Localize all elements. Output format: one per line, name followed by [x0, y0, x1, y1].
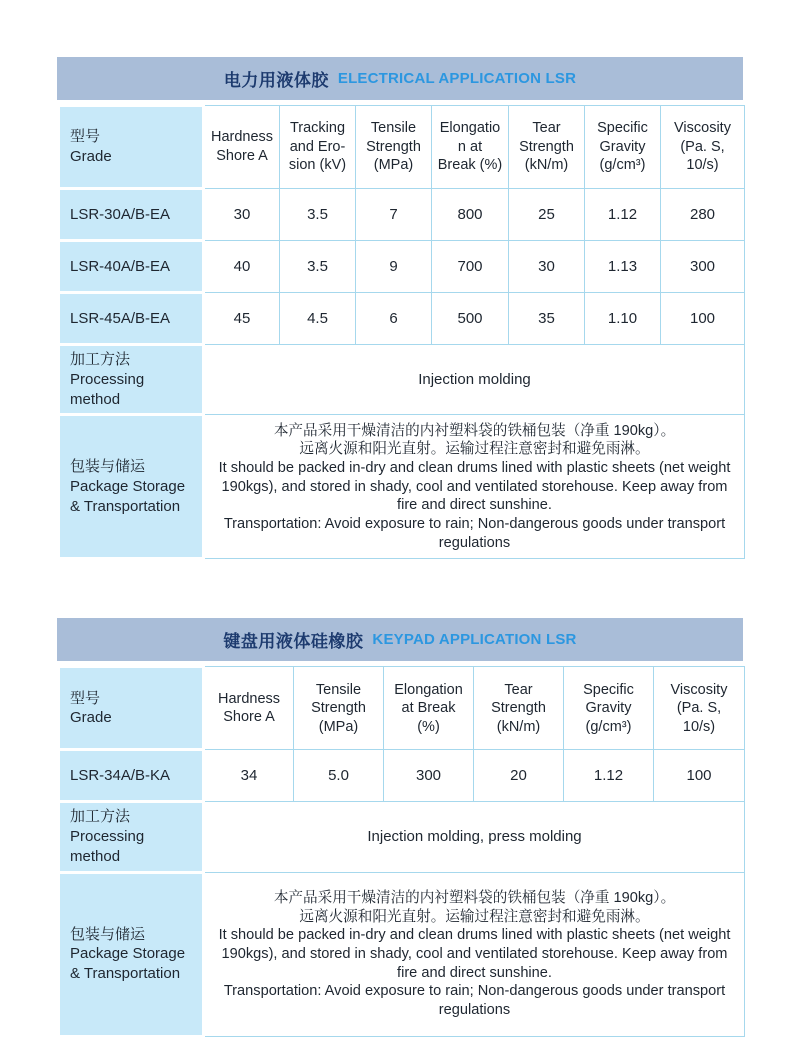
- column-header-viscosity: Viscosity (Pa. S, 10/s): [654, 667, 745, 750]
- value-cell: 30: [509, 241, 585, 293]
- processing-label-en: Processing method: [70, 370, 145, 408]
- column-header-elongation: Elongation at Break (%): [384, 667, 474, 750]
- value-cell: 4.5: [280, 293, 356, 345]
- grade-header-cell: [59, 106, 204, 189]
- grade-header-cn: 型号: [70, 128, 101, 146]
- processing-method-row: [59, 802, 745, 872]
- grade-header-cell: [59, 667, 204, 750]
- value-cell: 9: [356, 241, 432, 293]
- value-cell: 1.10: [585, 293, 661, 345]
- value-cell: 800: [432, 189, 509, 241]
- package-storage-row: [59, 415, 745, 559]
- value-cell: 35: [509, 293, 585, 345]
- electrical-spec-table: [57, 104, 745, 560]
- package-text: 本产品采用干燥清洁的内衬塑料袋的铁桶包装（净重 190kg）。 远离火源和阳光直射。运输过程注意密封和避免雨淋。 It should be packed in-dry and clean drums lined with plastic sheets (net weight 190kgs), and stored in shady, cool and ventilated storehouse. Keep away from fire and direct sunshine. Transportation: Avoid exposure to rain; Non-dangerous goods under transport regulations: [204, 872, 745, 1036]
- column-header-tear: Tear Strength (kN/m): [509, 106, 585, 189]
- column-header-tracking: Tracking and Ero-sion (kV): [280, 106, 356, 189]
- keypad-table-title-bar: [57, 618, 743, 661]
- column-header-gravity: Specific Gravity (g/cm³): [585, 106, 661, 189]
- table-title-chinese: 电力用液体胶: [223, 71, 329, 90]
- value-cell: 5.0: [294, 750, 384, 802]
- package-storage-row: [59, 872, 745, 1036]
- package-text: 本产品采用干燥清洁的内衬塑料袋的铁桶包装（净重 190kg）。 远离火源和阳光直射。运输过程注意密封和避免雨淋。 It should be packed in-dry and clean drums lined with plastic sheets (net weight 190kgs), and stored in shady, cool and ventilated storehouse. Keep away from fire and direct sunshine. Transportation: Avoid exposure to rain; Non-dangerous goods under transport regulations: [204, 415, 745, 559]
- package-label-cell: [59, 872, 204, 1036]
- value-cell: 100: [661, 293, 745, 345]
- table-row: [59, 189, 745, 241]
- column-header-elongation: Elongation at Break (%): [432, 106, 509, 189]
- value-cell: 280: [661, 189, 745, 241]
- value-cell: 3.5: [280, 241, 356, 293]
- value-cell: 1.12: [585, 189, 661, 241]
- package-label-cn: 包装与储运: [70, 458, 146, 476]
- keypad-spec-table: [57, 665, 745, 1037]
- column-header-tensile: Tensile Strength (MPa): [356, 106, 432, 189]
- value-cell: 300: [661, 241, 745, 293]
- value-cell: 34: [204, 750, 294, 802]
- grade-cell: LSR-40A/B-EA: [59, 241, 204, 293]
- table-row: [59, 750, 745, 802]
- grade-cell: LSR-34A/B-KA: [59, 750, 204, 802]
- package-label-cell: [59, 415, 204, 559]
- processing-label-cn: 加工方法: [70, 351, 131, 368]
- keypad-lsr-section: [57, 618, 743, 1037]
- value-cell: 7: [356, 189, 432, 241]
- header-row: [59, 667, 745, 750]
- column-header-hardness: Hardness Shore A: [204, 106, 280, 189]
- package-label-en: Package Storage & Transportation: [70, 477, 186, 515]
- value-cell: 6: [356, 293, 432, 345]
- package-label-cn: 包装与储运: [70, 925, 146, 943]
- value-cell: 700: [432, 241, 509, 293]
- processing-value: Injection molding, press molding: [204, 802, 745, 872]
- value-cell: 3.5: [280, 189, 356, 241]
- table-row: [59, 241, 745, 293]
- processing-label-cn: 加工方法: [70, 808, 131, 826]
- value-cell: 30: [204, 189, 280, 241]
- value-cell: 100: [654, 750, 745, 802]
- grade-cell: LSR-30A/B-EA: [59, 189, 204, 241]
- value-cell: 1.13: [585, 241, 661, 293]
- table-row: [59, 293, 745, 345]
- processing-label-cell: [59, 345, 204, 415]
- grade-cell: LSR-45A/B-EA: [59, 293, 204, 345]
- column-header-viscosity: Viscosity (Pa. S, 10/s): [661, 106, 745, 189]
- table-title-chinese: 键盘用液体硅橡胶: [223, 632, 364, 652]
- column-header-tear: Tear Strength (kN/m): [474, 667, 564, 750]
- grade-header-cn: 型号: [70, 689, 101, 707]
- electrical-table-title-bar: [57, 57, 743, 100]
- column-header-gravity: Specific Gravity (g/cm³): [564, 667, 654, 750]
- table-title-english: KEYPAD APPLICATION LSR: [372, 631, 577, 649]
- value-cell: 500: [432, 293, 509, 345]
- value-cell: 40: [204, 241, 280, 293]
- column-header-hardness: Hardness Shore A: [204, 667, 294, 750]
- package-label-en: Package Storage & Transportation: [70, 945, 186, 983]
- value-cell: 20: [474, 750, 564, 802]
- grade-header-en: Grade: [70, 148, 112, 165]
- grade-header-en: Grade: [70, 709, 112, 727]
- value-cell: 1.12: [564, 750, 654, 802]
- value-cell: 25: [509, 189, 585, 241]
- value-cell: 300: [384, 750, 474, 802]
- table-title-english: ELECTRICAL APPLICATION LSR: [337, 70, 577, 87]
- header-row: [59, 106, 745, 189]
- column-header-tensile: Tensile Strength (MPa): [294, 667, 384, 750]
- processing-method-row: [59, 345, 745, 415]
- processing-value: Injection molding: [204, 345, 745, 415]
- processing-label-cell: [59, 802, 204, 872]
- electrical-lsr-section: [57, 57, 743, 560]
- processing-label-en: Processing method: [70, 828, 145, 865]
- value-cell: 45: [204, 293, 280, 345]
